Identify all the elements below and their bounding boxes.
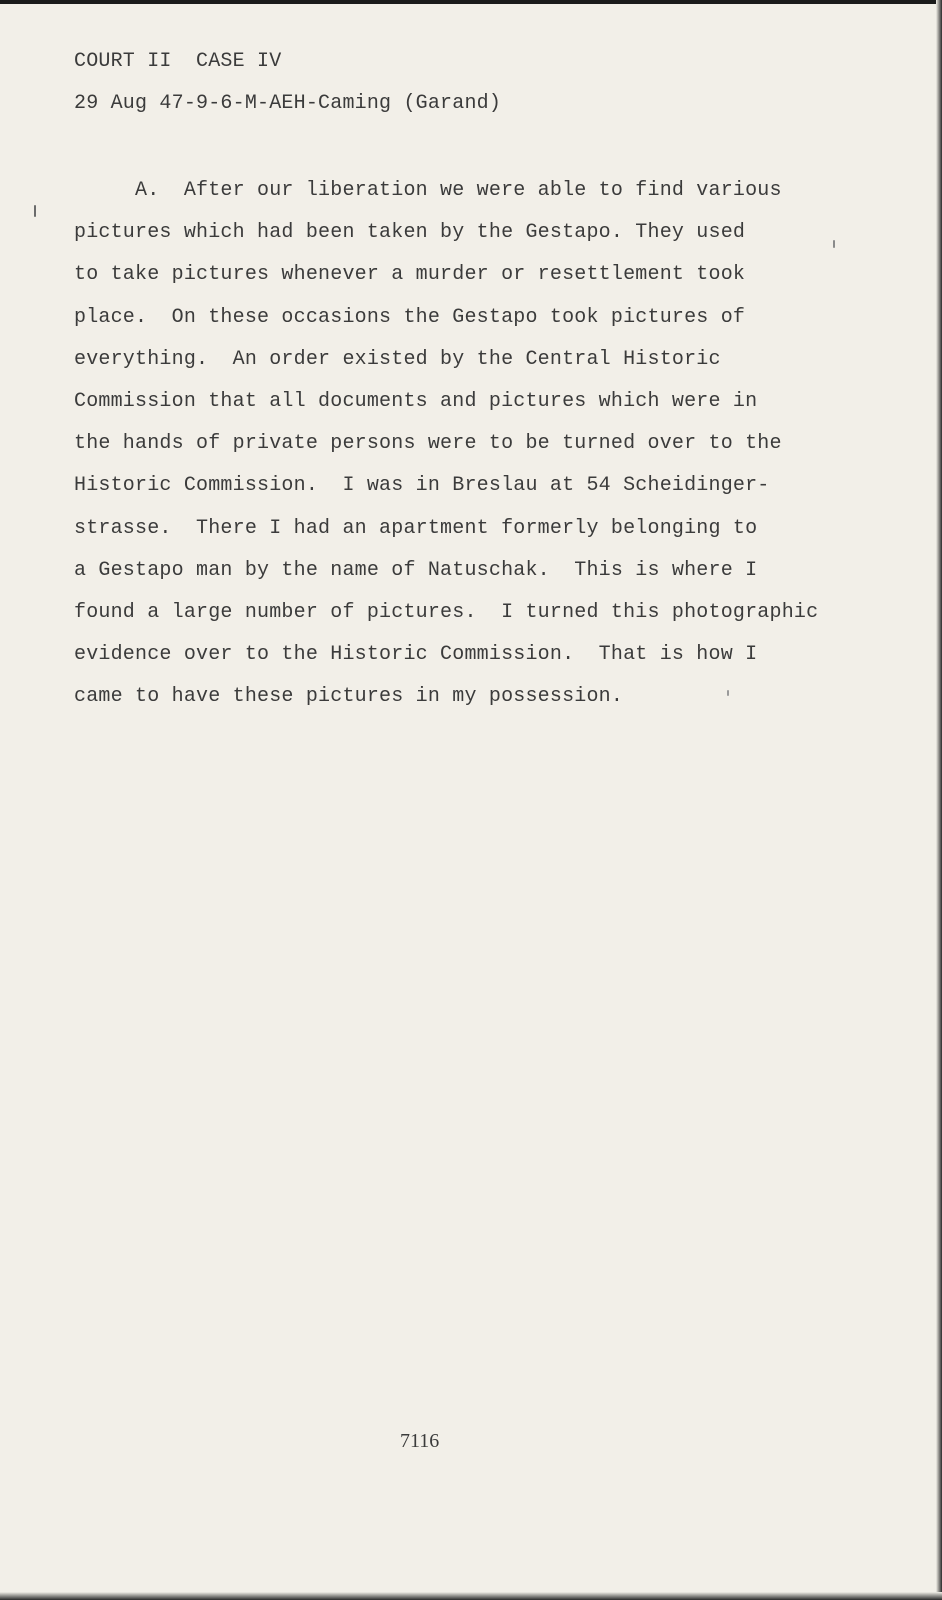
testimony-line: place. On these occasions the Gestapo took pictures of xyxy=(74,305,746,329)
testimony-body xyxy=(74,170,818,718)
scan-speck xyxy=(34,205,36,217)
scan-edge-top xyxy=(0,0,942,4)
testimony-line: Commission that all documents and pictures which were in xyxy=(74,389,758,413)
testimony-line: strasse. There I had an apartment formerly belonging to xyxy=(74,516,758,540)
testimony-line: came to have these pictures in my possession. xyxy=(74,685,624,709)
testimony-line: a Gestapo man by the name of Natuschak. This is where I xyxy=(74,558,758,582)
scan-speck xyxy=(833,240,835,248)
testimony-line: found a large number of pictures. I turned this photographic xyxy=(74,600,819,624)
session-line: 29 Aug 47-9-6-M-AEH-Caming (Garand) xyxy=(74,92,502,115)
page-number: 7116 xyxy=(400,1430,440,1452)
scan-edge-bottom xyxy=(0,1592,942,1600)
testimony-line: evidence over to the Historic Commission. That is how I xyxy=(74,643,758,667)
testimony-line: pictures which had been taken by the Gestapo. They used xyxy=(74,221,746,245)
testimony-line: everything. An order existed by the Central Historic xyxy=(74,347,721,371)
testimony-line: Historic Commission. I was in Breslau at 54 Scheidinger- xyxy=(74,474,770,498)
court-case-header: COURT II CASE IV xyxy=(74,50,282,73)
testimony-line: to take pictures whenever a murder or resettlement took xyxy=(74,263,746,287)
scan-edge-right xyxy=(936,0,942,1600)
testimony-line: the hands of private persons were to be turned over to the xyxy=(74,432,782,456)
testimony-line: A. After our liberation we were able to find various xyxy=(74,179,782,202)
